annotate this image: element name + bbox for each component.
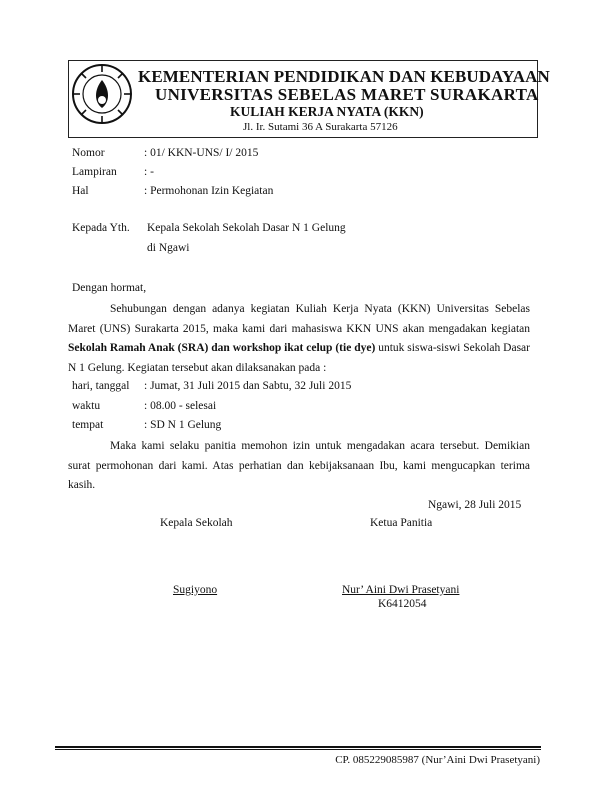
footer-divider-thin — [55, 749, 541, 750]
footer-contact: CP. 085229085987 (Nur’Aini Dwi Prasetyani) — [335, 754, 540, 766]
date-line: Ngawi, 28 Juli 2015 — [428, 499, 522, 511]
ministry-title: KEMENTERIAN PENDIDIKAN DAN KEBUDAYAAN — [138, 67, 550, 86]
signature-left-name: Sugiyono — [173, 584, 218, 596]
schedule-value-place: : SD N 1 Gelung — [144, 419, 222, 431]
meta-value-lampiran: : - — [144, 166, 154, 178]
body-p1-text-a: Sehubungan dengan adanya kegiatan Kuliah Kerja Nyata (KKN) Universitas Sebelas Maret (UNS) Surakarta 2015, maka kami dari mahasiswa KKN UNS akan mengadakan kegiatan — [68, 303, 530, 335]
recipient-line2: di Ngawi — [147, 242, 190, 254]
recipient-line1: Kepala Sekolah Sekolah Dasar N 1 Gelung — [147, 222, 346, 234]
meta-label-lampiran: Lampiran — [72, 166, 117, 178]
letterhead-address: Jl. Ir. Sutami 36 A Surakarta 57126 — [243, 121, 398, 133]
signature-right-name: Nur’ Aini Dwi Prasetyani — [342, 584, 460, 596]
body-paragraph-2 — [68, 437, 530, 496]
meta-value-hal: : Permohonan Izin Kegiatan — [144, 185, 274, 197]
footer-divider-thick — [55, 746, 541, 748]
schedule-label-place: tempat — [72, 419, 104, 431]
body-p1-text-d: untuk siswa-siswi Sekolah Dasar N 1 Gelung. Kegiatan tersebut akan dilaksanakan pada : — [68, 342, 530, 374]
meta-value-nomor: : 01/ KKN-UNS/ I/ 2015 — [144, 147, 259, 159]
body-p1-bold-workshop: dan workshop ikat celup (tie dye) — [208, 342, 376, 354]
signature-right-id: K6412054 — [378, 598, 427, 610]
body-p2-text: Maka kami selaku panitia memohon izin untuk mengadakan acara tersebut. Demikian surat permohonan dari kami. Atas perhatian dan kebijaksanaan Ibu, kami mengucapkan terima kasih. — [68, 440, 530, 491]
recipient-label: Kepada Yth. — [72, 222, 130, 234]
signature-right-title: Ketua Panitia — [370, 517, 433, 529]
greeting: Dengan hormat, — [72, 282, 147, 294]
schedule-label-date: hari, tanggal — [72, 380, 130, 392]
body-p1-bold-sra: Sekolah Ramah Anak (SRA) — [68, 342, 209, 354]
schedule-label-time: waktu — [72, 400, 101, 412]
schedule-value-date: : Jumat, 31 Juli 2015 dan Sabtu, 32 Juli 2015 — [144, 380, 352, 392]
signature-left-title: Kepala Sekolah — [160, 517, 233, 529]
body-paragraph-1 — [68, 300, 530, 378]
schedule-value-time: : 08.00 - selesai — [144, 400, 217, 412]
uns-logo-icon — [70, 62, 134, 126]
meta-label-hal: Hal — [72, 185, 89, 197]
university-title: UNIVERSITAS SEBELAS MARET SURAKARTA — [155, 85, 539, 104]
program-title: KULIAH KERJA NYATA (KKN) — [230, 104, 424, 119]
meta-label-nomor: Nomor — [72, 147, 105, 159]
